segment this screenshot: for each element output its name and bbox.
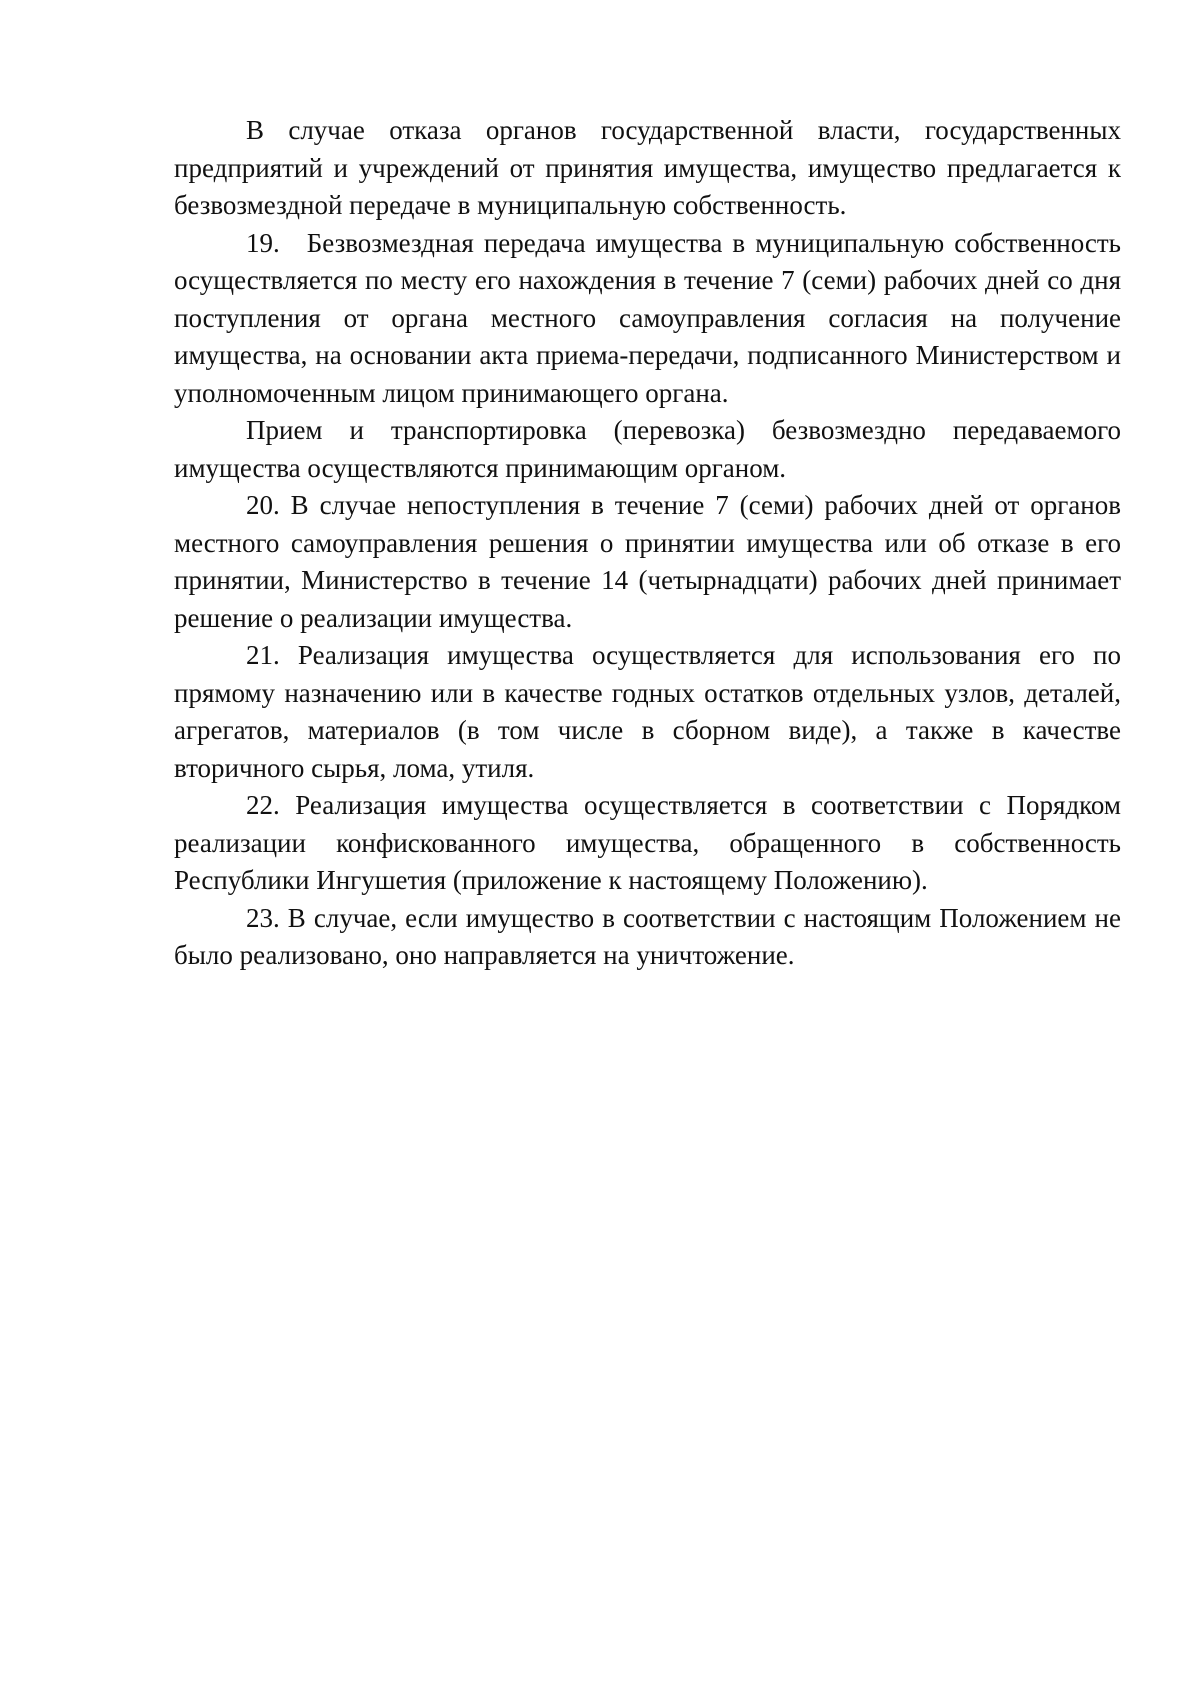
paragraph-item-21: 21. Реализация имущества осуществляется для использования его по прямому назначению или в качестве годных остатков отдельных узлов, деталей, агрегатов, материалов (в том числе в сборном виде), а также в качестве вторичного сырья, лома, утиля. (174, 640, 1121, 783)
paragraph-item-23: 23. В случае, если имущество в соответствии с настоящим Положением не было реализовано, оно направляется на уничтожение. (174, 902, 1121, 970)
paragraph-item-19: 19. Безвозмездная передача имущества в муниципальную собственность осуществляется по месту его нахождения в течение 7 (семи) рабочих дней со дня поступления от органа местного самоуправления согласия на получение имущества, на основании акта приема-передачи, подписанного Министерством и уполномоченным лицом принимающего органа. (174, 227, 1121, 408)
paragraph-item-22: 22. Реализация имущества осуществляется в соответствии с Порядком реализации конфискованного имущества, обращенного в собственность Республики Ингушетия (приложение к настоящему Положению). (174, 790, 1121, 895)
paragraph-refusal-transfer: В случае отказа органов государственной власти, государственных предприятий и учреждений от принятия имущества, имущество предлагается к безвозмездной передаче в муниципальную собственность. (174, 115, 1121, 220)
paragraph-item-20: 20. В случае непоступления в течение 7 (семи) рабочих дней от органов местного самоуправления решения о принятии имущества или об отказе в его принятии, Министерство в течение 14 (четырнадцати) рабочих дней принимает решение о реализации имущества. (174, 490, 1121, 633)
paragraph-transport: Прием и транспортировка (перевозка) безвозмездно передаваемого имущества осуществляются принимающим органом. (174, 415, 1121, 483)
document-body (174, 112, 1121, 975)
